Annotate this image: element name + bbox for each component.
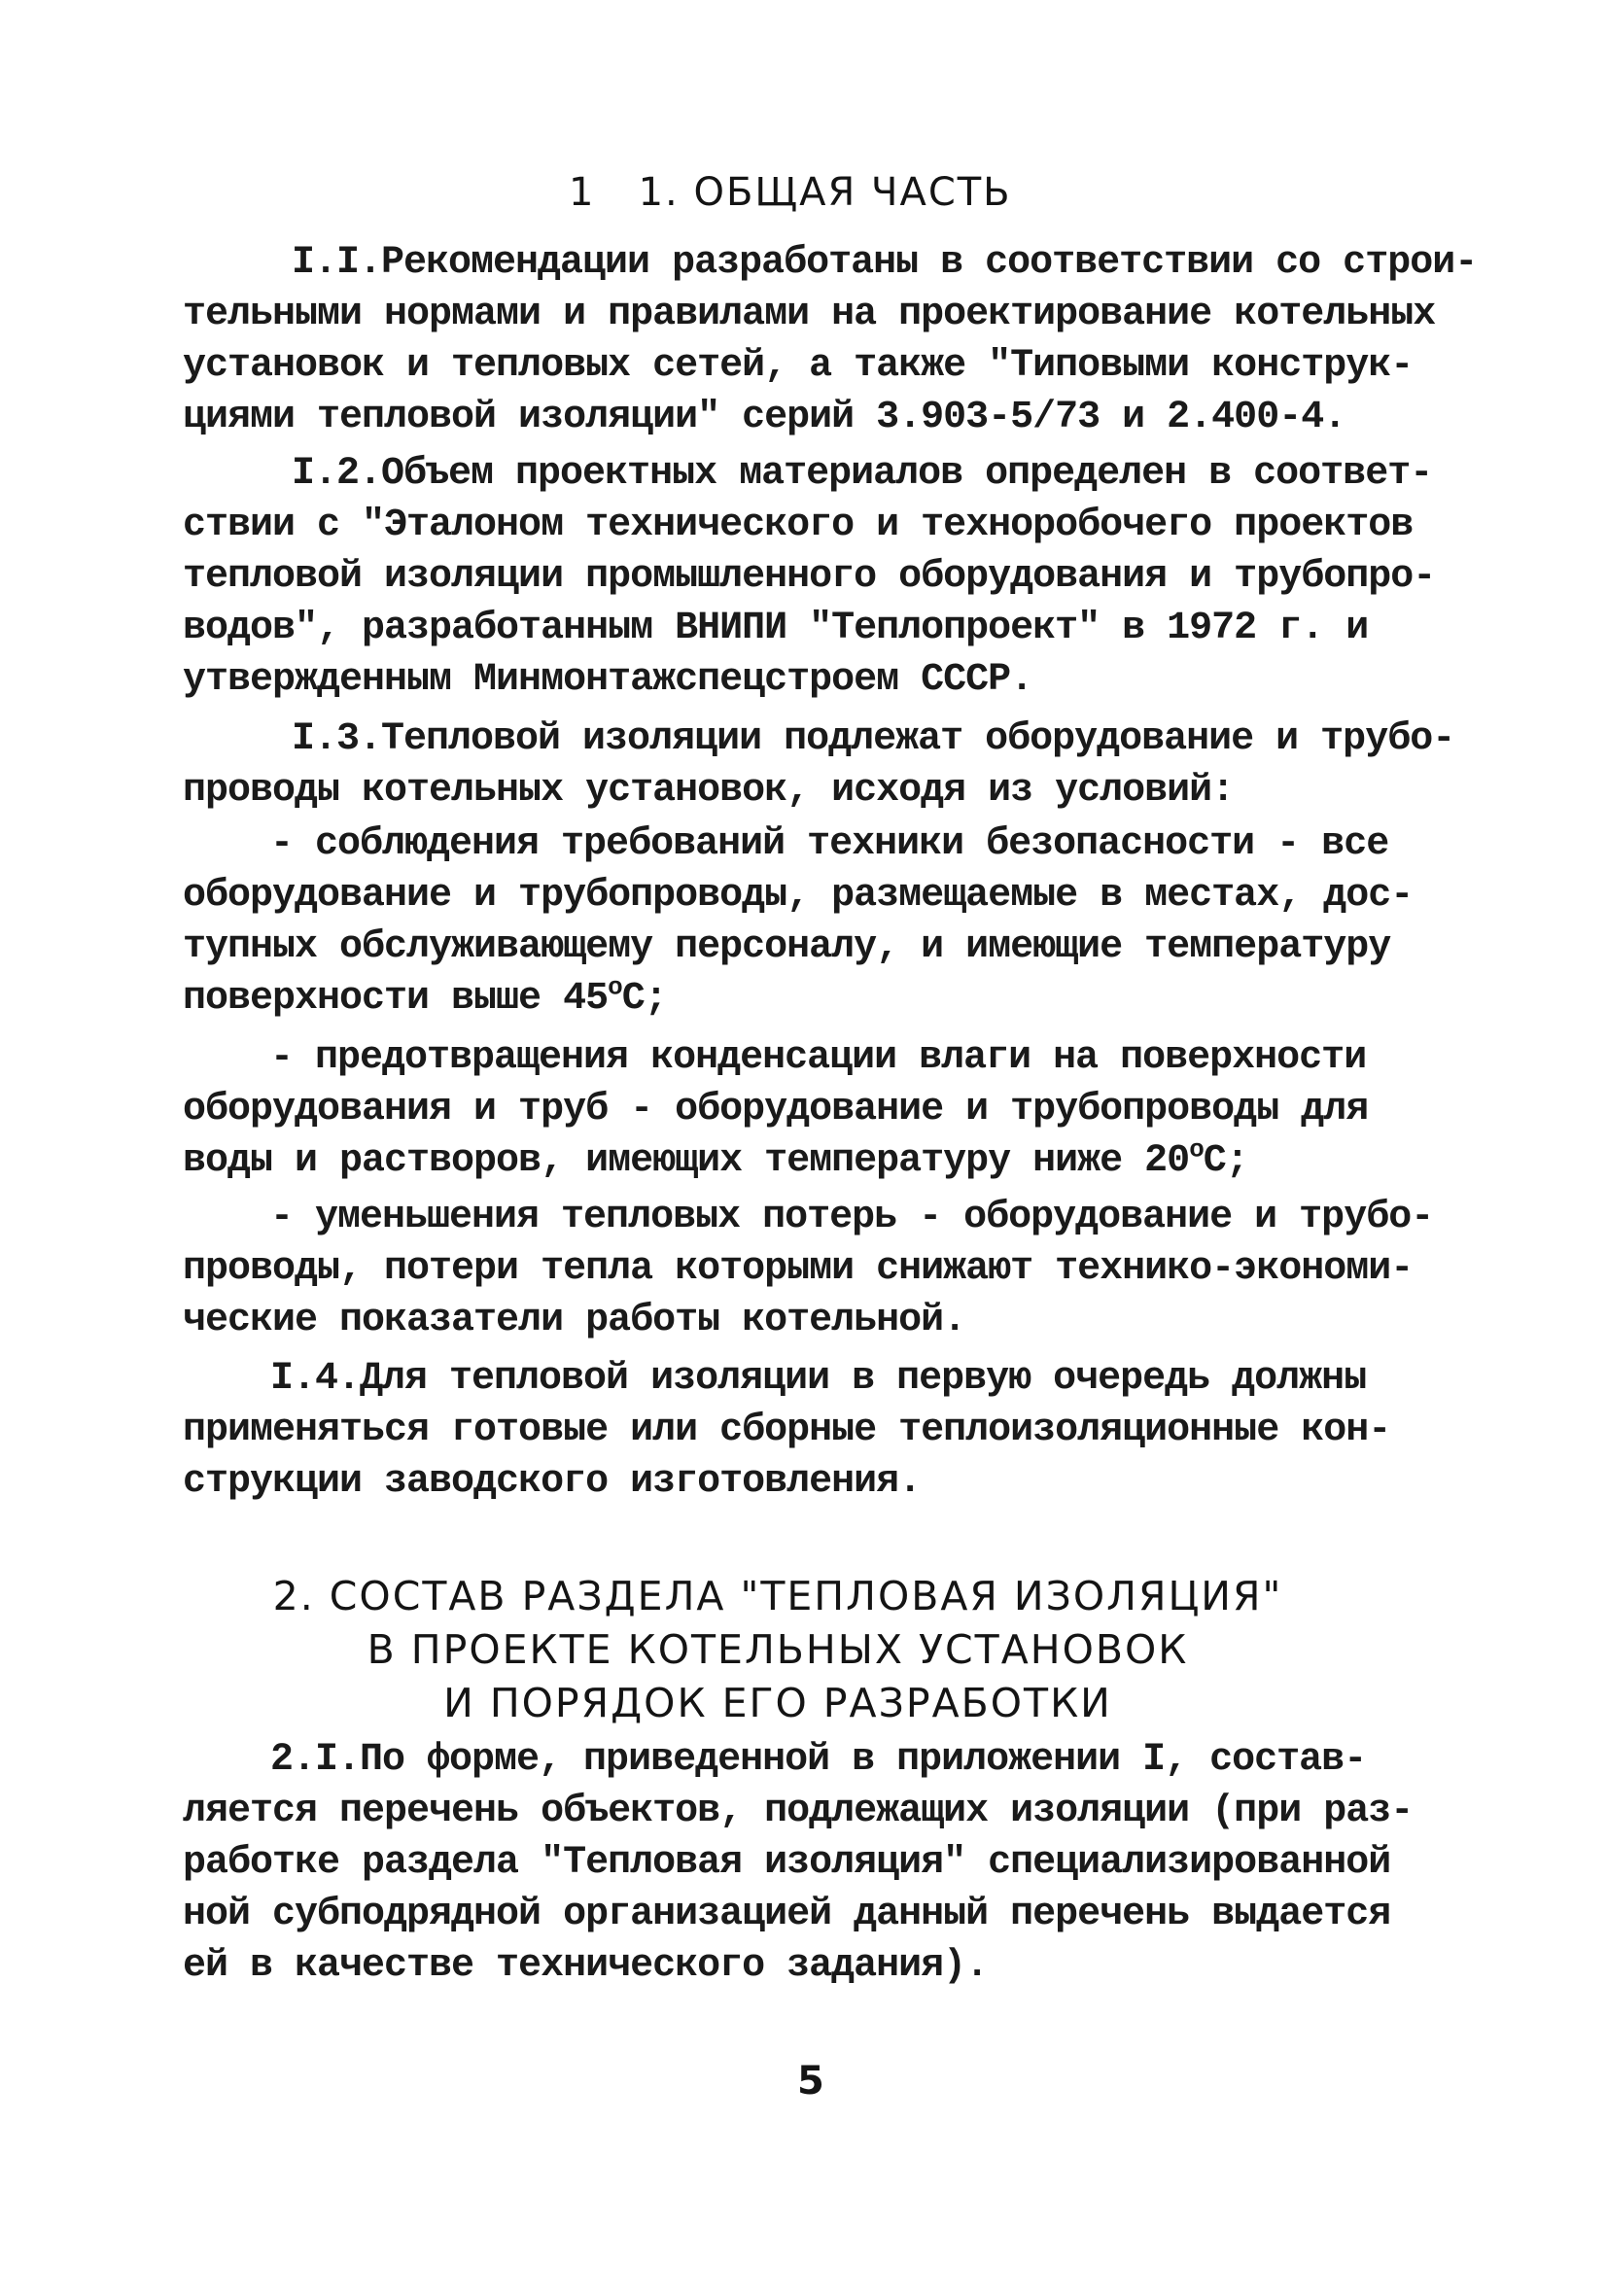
page-number: 5	[797, 2059, 824, 2104]
line-text: поверхности выше 45	[183, 977, 609, 1021]
unit-text: C;	[1203, 1139, 1248, 1183]
paragraph-line: 2.I.По форме, приведенной в приложении I, состав-	[270, 1738, 1367, 1782]
paragraph-line: тепловой изоляции промышленного оборудования и трубопро-	[183, 555, 1436, 599]
paragraph-line: ческие показатели работы котельной.	[183, 1299, 966, 1342]
paragraph-line: проводы котельных установок, исходя из условий:	[183, 769, 1235, 813]
paragraph-line: оборудование и трубопроводы, размещаемые в местах, дос-	[183, 874, 1414, 918]
paragraph-line: ей в качестве технического задания).	[183, 1944, 989, 1988]
paragraph-line: - соблюдения требований техники безопасности - все	[270, 822, 1389, 866]
section-2-title-line: И ПОРЯДОК ЕГО РАЗРАБОТКИ	[443, 1680, 1112, 1726]
section-2-title-line: 2. СОСТАВ РАЗДЕЛА "ТЕПЛОВАЯ ИЗОЛЯЦИЯ"	[272, 1573, 1283, 1619]
paragraph-line: установок и тепловых сетей, а также "Типовыми конструк-	[183, 344, 1414, 388]
paragraph-line: I.I.Рекомендации разработаны в соответствии со строи-	[292, 241, 1478, 285]
paragraph-line: ствии с "Эталоном технического и техноробочего проектов	[183, 504, 1414, 547]
paragraph-line: ной субподрядной организацией данный перечень выдается	[183, 1893, 1391, 1936]
paragraph-line: I.2.Объем проектных материалов определен в соответ-	[292, 452, 1433, 496]
paragraph-line: тельными нормами и правилами на проектирование котельных	[183, 293, 1436, 336]
paragraph-line: водов", разработанным ВНИПИ "Теплопроект" в 1972 г. и	[183, 607, 1369, 650]
paragraph-line: утвержденным Минмонтажспецстроем СССР.	[183, 658, 1033, 702]
paragraph-line: циями тепловой изоляции" серий 3.903-5/73 и 2.400-4.	[183, 396, 1346, 439]
paragraph-line-with-degree	[183, 1134, 1248, 1183]
paragraph-line: тупных обслуживающему персоналу, и имеющие температуру	[183, 925, 1391, 969]
paragraph-line: струкции заводского изготовления.	[183, 1460, 922, 1504]
paragraph-line: I.4.Для тепловой изоляции в первую очередь должны	[270, 1357, 1367, 1401]
line-text: воды и растворов, имеющих температуру ниже 20	[183, 1139, 1190, 1183]
section-1-title: 1. ОБЩАЯ ЧАСТЬ	[638, 170, 1012, 215]
unit-text: C;	[621, 977, 667, 1021]
paragraph-line: - предотвращения конденсации влаги на поверхности	[270, 1036, 1367, 1080]
section-2-heading	[194, 1570, 1361, 1730]
paragraph-line: ляется перечень объектов, подлежащих изоляции (при раз-	[183, 1790, 1414, 1833]
section-2-title-line: В ПРОЕКТЕ КОТЕЛЬНЫХ УСТАНОВОК	[367, 1626, 1189, 1673]
paragraph-line-with-degree	[183, 972, 667, 1021]
paragraph-line: оборудования и труб - оборудование и трубопроводы для	[183, 1088, 1369, 1131]
paragraph-line: применяться готовые или сборные теплоизоляционные кон-	[183, 1409, 1391, 1452]
section-1-heading	[569, 170, 1012, 215]
degree-sign: o	[608, 972, 622, 1002]
degree-sign: o	[1189, 1134, 1204, 1165]
paragraph-line: I.3.Тепловой изоляции подлежат оборудование и трубо-	[292, 717, 1455, 761]
paragraph-line: работке раздела "Тепловая изоляция" специализированной	[183, 1841, 1391, 1885]
section-marker: 1	[569, 170, 596, 215]
paragraph-line: - уменьшения тепловых потерь - оборудование и трубо-	[270, 1196, 1434, 1239]
paragraph-line: проводы, потери тепла которыми снижают технико-экономи-	[183, 1247, 1414, 1291]
